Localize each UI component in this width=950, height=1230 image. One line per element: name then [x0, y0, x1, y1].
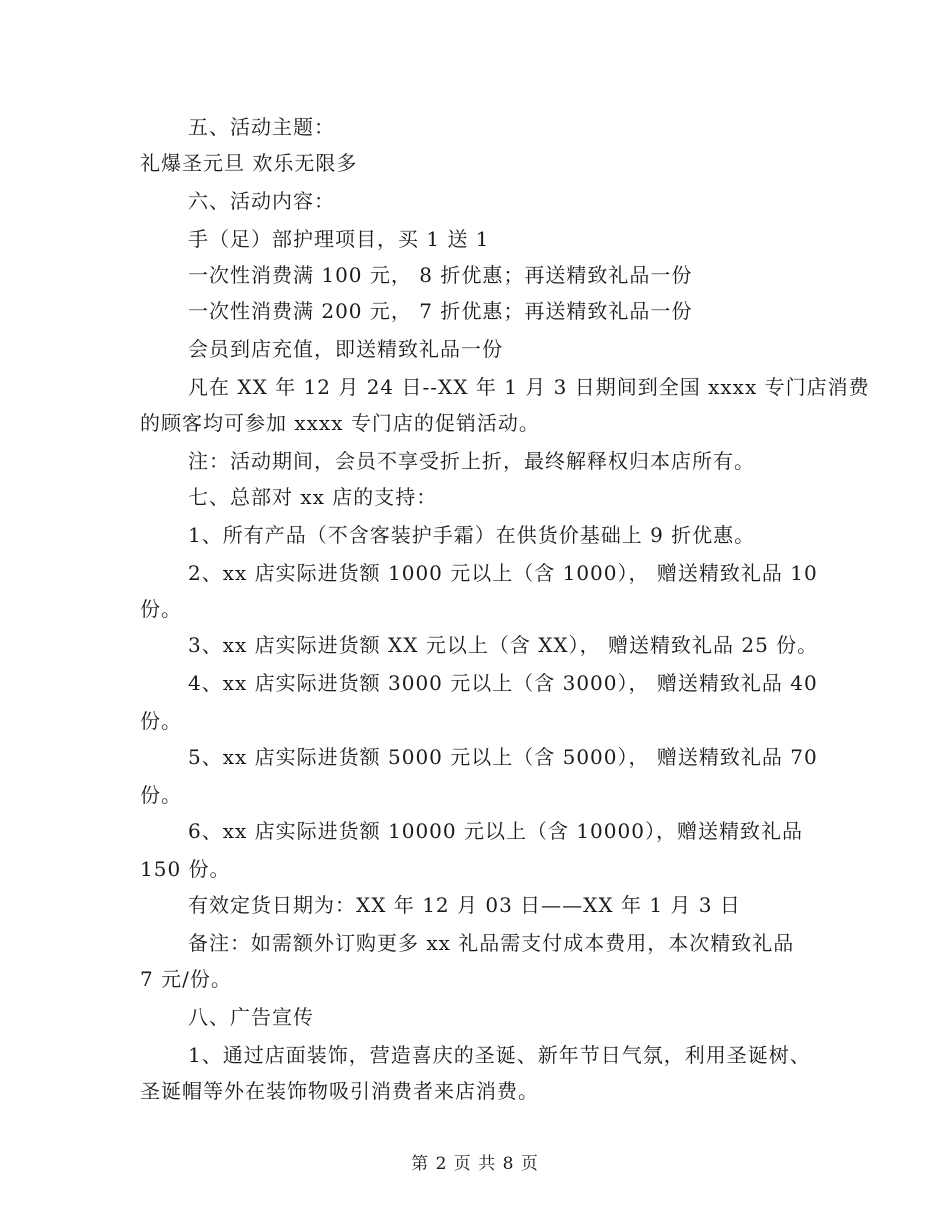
- support-item-wrap: 150 份。: [140, 857, 231, 881]
- support-item: 3、xx 店实际进货额 XX 元以上（含 XX）， 赠送精致礼品 25 份。: [188, 633, 819, 657]
- support-item: 4、xx 店实际进货额 3000 元以上（含 3000）， 赠送精致礼品 40: [188, 671, 818, 695]
- content-line: 的顾客均可参加 xxxx 专门店的促销活动。: [140, 411, 540, 435]
- advertising-item-wrap: 圣诞帽等外在装饰物吸引消费者来店消费。: [140, 1079, 539, 1103]
- remark-line-wrap: 7 元/份。: [140, 967, 232, 991]
- section-heading-advertising: 八、广告宣传: [188, 1005, 314, 1029]
- content-line: 一次性消费满 200 元， 7 折优惠；再送精致礼品一份: [188, 299, 693, 323]
- advertising-item: 1、通过店面装饰，营造喜庆的圣诞、新年节日气氛，利用圣诞树、: [188, 1043, 811, 1067]
- content-line: 手（足）部护理项目，买 1 送 1: [188, 227, 490, 251]
- order-period-line: 有效定货日期为：XX 年 12 月 03 日——XX 年 1 月 3 日: [188, 893, 741, 917]
- support-item: 2、xx 店实际进货额 1000 元以上（含 1000）， 赠送精致礼品 10: [188, 561, 818, 585]
- content-line: 会员到店充值，即送精致礼品一份: [188, 337, 503, 361]
- support-item: 6、xx 店实际进货额 10000 元以上（含 10000），赠送精致礼品: [188, 819, 803, 843]
- section-heading-content: 六、活动内容：: [188, 189, 335, 213]
- section-heading-support: 七、总部对 xx 店的支持：: [188, 485, 438, 509]
- remark-line: 备注：如需额外订购更多 xx 礼品需支付成本费用，本次精致礼品: [188, 931, 795, 955]
- support-item-wrap: 份。: [140, 783, 182, 807]
- support-item: 1、所有产品（不含客装护手霜）在供货价基础上 9 折优惠。: [188, 523, 756, 547]
- support-item-wrap: 份。: [140, 597, 182, 621]
- section-heading-theme: 五、活动主题：: [188, 115, 335, 139]
- note-line: 注：活动期间，会员不享受折上折，最终解释权归本店所有。: [188, 449, 755, 473]
- content-line: 一次性消费满 100 元， 8 折优惠；再送精致礼品一份: [188, 263, 693, 287]
- support-item: 5、xx 店实际进货额 5000 元以上（含 5000）， 赠送精致礼品 70: [188, 745, 818, 769]
- theme-text: 礼爆圣元旦 欢乐无限多: [140, 151, 358, 175]
- support-item-wrap: 份。: [140, 709, 182, 733]
- page-footer: 第 2 页 共 8 页: [411, 1154, 539, 1174]
- content-line: 凡在 XX 年 12 月 24 日--XX 年 1 月 3 日期间到全国 xxxx 专门店消费: [188, 375, 870, 399]
